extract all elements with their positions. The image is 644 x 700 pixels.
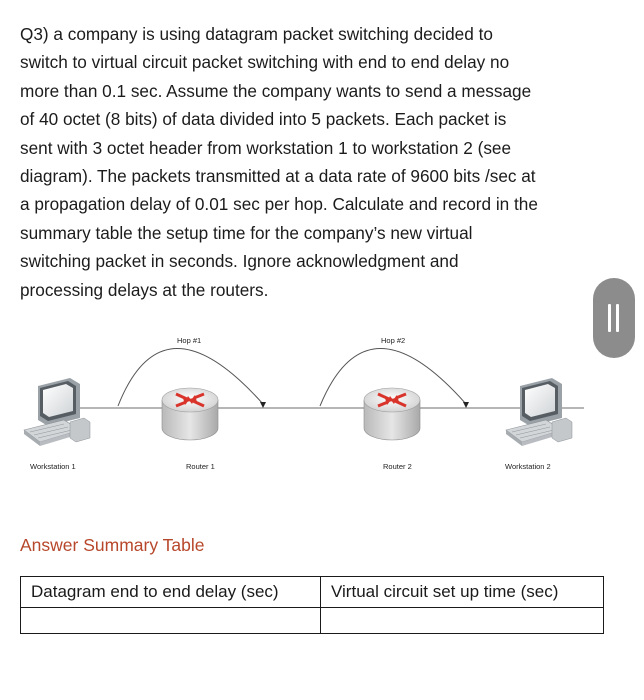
question-line: processing delays at the routers. xyxy=(20,279,269,300)
network-diagram-graphic xyxy=(0,320,644,480)
question-line: diagram). The packets transmitted at a data rate of 9600 bits /sec at xyxy=(20,166,536,187)
workstation-2-label: Workstation 2 xyxy=(505,462,551,471)
question-line: sent with 3 octet header from workstation 1 to workstation 2 (see xyxy=(20,137,512,158)
table-header-row xyxy=(21,577,604,608)
question-line: switch to virtual circuit packet switching with end to end delay no xyxy=(20,52,510,73)
virtual-circuit-setup-header: Virtual circuit set up time (sec) xyxy=(321,577,604,608)
hop-1-arrowhead xyxy=(260,402,266,408)
question-line: summary table the setup time for the company’s new virtual xyxy=(20,222,473,243)
hop-2-arrowhead xyxy=(463,402,469,408)
question-line: more than 0.1 sec. Assume the company wants to send a message xyxy=(20,80,532,101)
router-2-label: Router 2 xyxy=(383,462,412,471)
answer-summary-title: Answer Summary Table xyxy=(20,535,205,555)
workstation-2-icon xyxy=(506,378,572,446)
router-1-label: Router 1 xyxy=(186,462,215,471)
question-text xyxy=(20,20,590,304)
network-diagram xyxy=(0,320,644,480)
datagram-delay-header: Datagram end to end delay (sec) xyxy=(21,577,321,608)
question-line: Q3) a company is using datagram packet switching decided to xyxy=(20,24,493,44)
workstation-1-icon xyxy=(24,378,90,446)
datagram-delay-cell[interactable] xyxy=(21,608,321,634)
table-row xyxy=(21,608,604,634)
question-line: of 40 octet (8 bits) of data divided into 5 packets. Each packet is xyxy=(20,109,507,130)
virtual-circuit-setup-cell[interactable] xyxy=(321,608,604,634)
question-line: switching packet in seconds. Ignore acknowledgment and xyxy=(20,251,459,272)
router-1-icon xyxy=(162,388,218,440)
answer-summary-table xyxy=(20,576,604,634)
router-2-icon xyxy=(364,388,420,440)
question-line: a propagation delay of 0.01 sec per hop. Calculate and record in the xyxy=(20,194,538,215)
hop-2-label: Hop #2 xyxy=(381,336,406,345)
hop-1-label: Hop #1 xyxy=(177,336,202,345)
workstation-1-label: Workstation 1 xyxy=(30,462,76,471)
